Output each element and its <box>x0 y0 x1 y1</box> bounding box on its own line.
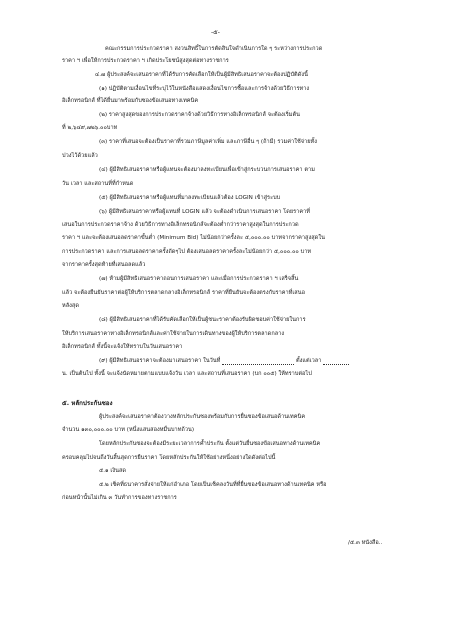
text-line: ๕.๒ เช็คที่ธนาคารสั่งจ่ายให้แก่อำเภอ โดยเป็นเช็คลงวันที่ที่ยื่นซองข้อเสนอทางด้านเทคนิค หรือ <box>99 482 327 488</box>
section-heading: ๕. หลักประกันซอง <box>62 400 113 407</box>
text-line: ราคา ฯ เพื่อให้การประกวดราคา ฯ เกิดประโยชน์สูงสุดต่อทางราชการ <box>62 58 229 64</box>
bid-time-blank <box>323 358 349 365</box>
text-line: ผู้ประสงค์จะเสนอราคาต้องวางหลักประกันซองพร้อมกับการยื่นซองข้อเสนอด้านเทคนิค <box>99 414 306 420</box>
text-line: หลังสุด <box>62 303 79 309</box>
text-line: (๖) ผู้มีสิทธิเสนอราคาหรือผู้แทนที่ LOGIN แล้ว จะต้องดำเนินการเสนอราคา โดยราคาที่ <box>99 209 310 215</box>
text-line: คณะกรรมการประกวดราคา สงวนสิทธิ์ในการตัดสินใจดำเนินการใด ๆ ระหว่างการประกวด <box>105 46 323 52</box>
text-line: เสนอในการประกวดราคาจ้าง ด้วยวิธีการทางอิเล็กทรอนิกส์จะต้องต่ำกว่าราคาสูงสุดในการประกวด <box>62 222 299 228</box>
text-line: (๗) ห้ามผู้มีสิทธิเสนอราคาถอนการเสนอราคา และเมื่อการประกวดราคา ฯ เสร็จสิ้น <box>99 276 299 282</box>
text-line: ที่ ๒,๖๔๙,๗๒๖.๐๐บาท <box>62 125 118 131</box>
text-line: วัน เวลา และสถานที่ที่กำหนด <box>62 181 134 187</box>
text-line: (๑) ปฏิบัติตามเงื่อนไขที่ระบุไว้ในหนังสือแสดงเงื่อนไขการซื้อและการจ้างด้วยวิธีการทาง <box>99 86 310 92</box>
text-line: น. เป็นต้นไป ทั้งนี้ จะแจ้งนัดหมายตามแบบแจ้งวัน เวลา และสถานที่เสนอราคา (บก ๐๐๕) ให้ทราบต่อไป <box>62 371 312 377</box>
text-line: อิเล็กทรอนิกส์ ที่ได้ยื่นมาพร้อมกับซองข้อเสนอทางเทคนิค <box>62 98 199 104</box>
text-line: ครอบคลุมไปจนถึงวันสิ้นสุดการยืนราคา โดยหลักประกันให้ใช้อย่างหนึ่งอย่างใดดังต่อไปนี้ <box>62 455 276 461</box>
text-line: การประกวดราคา และการเสนอลดราคาครั้งถัดๆไป ต้องเสนอลดราคาครั้งละไม่น้อยกว่า ๕,๐๐๐.๐๐ บาท <box>62 249 312 255</box>
text-line: โดยหลักประกันซองจะต้องมีระยะเวลาการค้ำประกัน ตั้งแต่วันยื่นซองข้อเสนอทางด้านเทคนิค <box>99 441 321 447</box>
bid-date-line <box>99 358 349 365</box>
text-line: จากราคาครั้งสุดท้ายที่เสนอลดแล้ว <box>62 262 146 268</box>
text-line: (๔) ผู้มีสิทธิเสนอราคาหรือผู้แทนจะต้องมาลงทะเบียนเพื่อเข้าสู่กระบวนการเสนอราคา ตาม <box>99 167 315 173</box>
text-line: ปวงไว้ด้วยแล้ว <box>62 153 98 159</box>
text-line: ให้บริการเสนอราคาทางอิเล็กทรอนิกส์และค่าใช้จ่ายในการเดินทางของผู้ให้บริการตลาดกลาง <box>62 331 285 337</box>
text-line: ตั้งแต่เวลา <box>296 358 322 364</box>
text-line: แล้ว จะต้องยืนยันราคาต่อผู้ให้บริการตลาดกลางอิเล็กทรอนิกส์ ราคาที่ยืนยันจะต้องตรงกับราคาที่เสนอ <box>62 290 305 296</box>
text-line: (๘) ผู้มีสิทธิเสนอราคาที่ได้รับคัดเลือกให้เป็นผู้ชนะราคาต้องรับผิดชอบค่าใช้จ่ายในการ <box>99 317 306 323</box>
text-line: (๓) ราคาที่เสนอจะต้องเป็นราคาที่รวมภาษีมูลค่าเพิ่ม และภาษีอื่น ๆ (ถ้ามี) รวมค่าใช้จ่ายทั้ง <box>99 139 318 145</box>
text-line: (๒) ราคาสูงสุดของการประกวดราคาจ้างด้วยวิธีการทางอิเล็กทรอนิกส์ จะต้องเริ่มต้น <box>99 112 300 118</box>
page-number: -๕- <box>211 29 220 36</box>
continuation-note: /๕.๓ หนังสือ.. <box>348 540 383 546</box>
text-line: ๕.๑ เงินสด <box>99 468 127 474</box>
text-line: (๕) ผู้มีสิทธิเสนอราคาหรือผู้แทนที่มาลงทะเบียนแล้วต้อง LOGIN เข้าสู่ระบบ <box>99 195 281 201</box>
text-line: จำนวน ๑๓๐,๐๐๐.๐๐ บาท (หนึ่งแสนสองหมื่นบาทถ้วน) <box>62 427 195 433</box>
text-line: ก่อนหน้านั้นไม่เกิน ๓ วันทำการของทางราชการ <box>62 495 177 501</box>
bid-date-blank <box>222 358 294 365</box>
text-line: ราคา ฯ และจะต้องเสนอลดราคาขั้นต่ำ (Minimum Bid) ไม่น้อยกว่าครั้งละ ๕,๐๐๐.๐๐ บาทจากราคาสูงสุดใน <box>62 235 325 241</box>
text-line: ๔.๗ ผู้ประสงค์จะเสนอราคาที่ได้รับการคัดเลือกให้เป็นผู้มีสิทธิเสนอราคาจะต้องปฏิบัติดังนี้ <box>95 72 308 78</box>
text-line: (๙) ผู้มีสิทธิเสนอราคาจะต้องมาเสนอราคา ในวันที่ <box>99 358 221 364</box>
text-line: อิเล็กทรอนิกส์ ทั้งนี้จะแจ้งให้ทราบในวันเสนอราคา <box>62 344 183 350</box>
